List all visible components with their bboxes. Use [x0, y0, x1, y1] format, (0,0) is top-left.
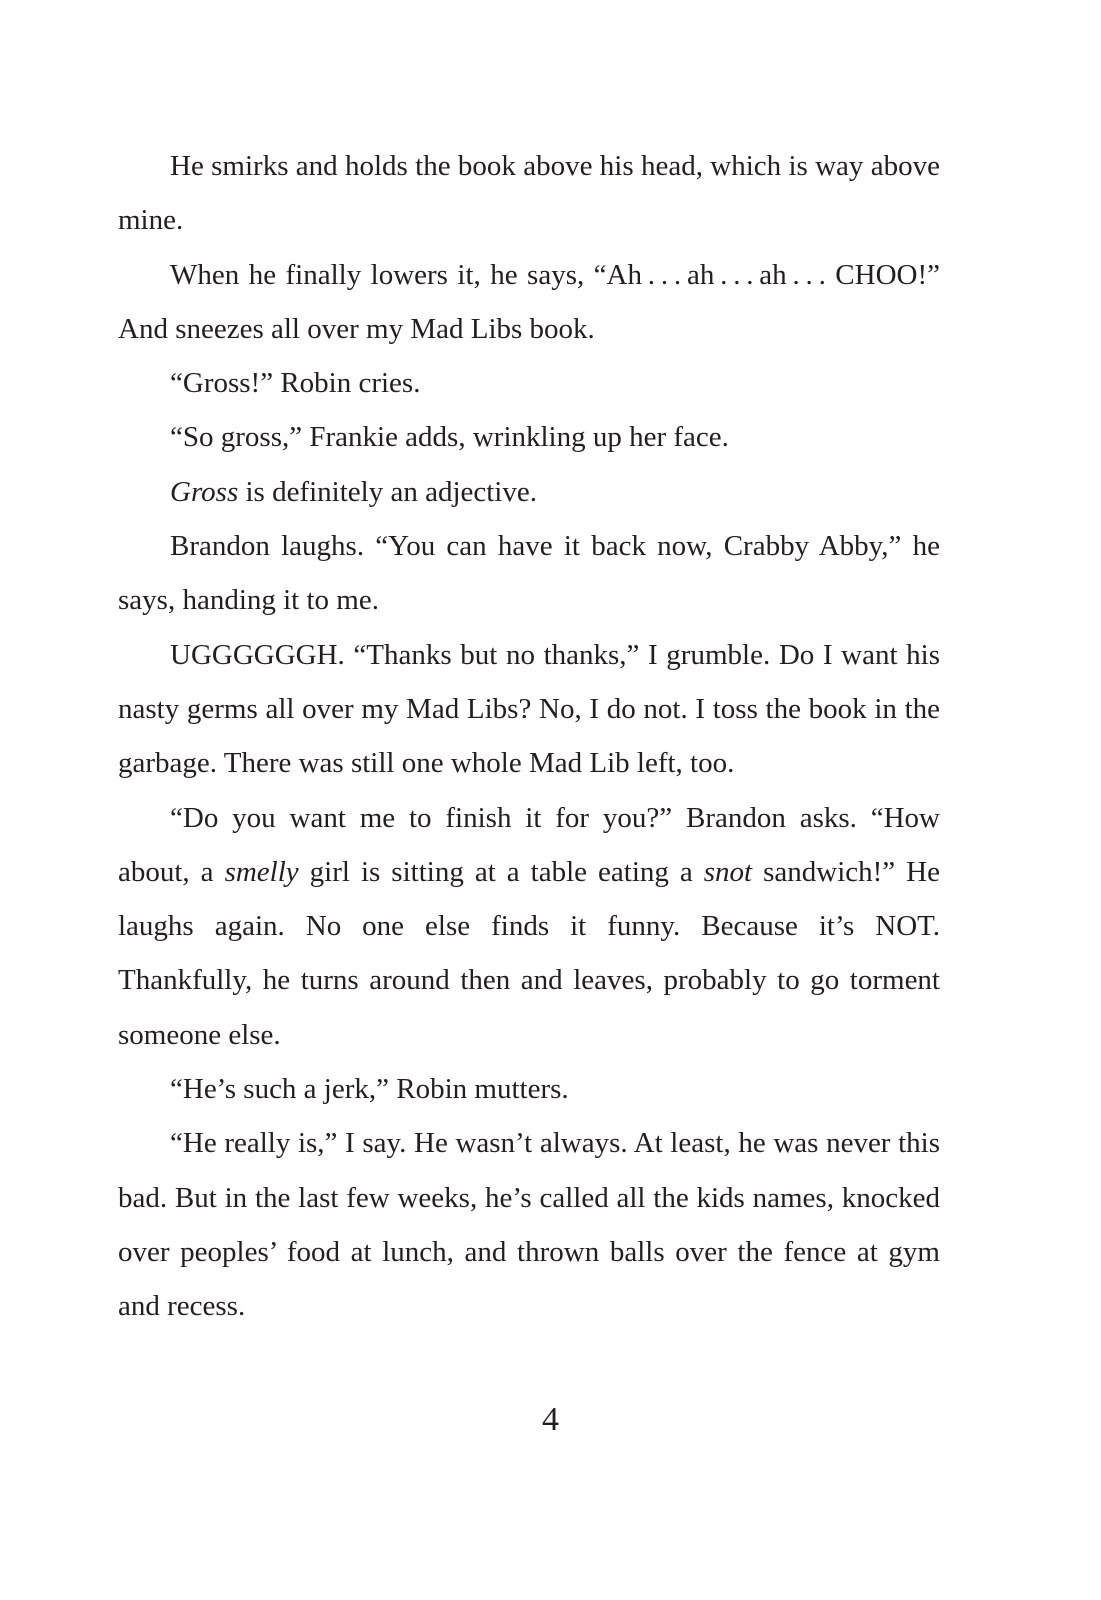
- italic-text: snot: [703, 855, 753, 888]
- paragraph: [118, 791, 940, 1062]
- body-text: [118, 139, 940, 1334]
- text-run: “Gross!” Robin cries.: [170, 367, 421, 400]
- text-run: When he finally lowers it, he says, “Ah . . . ah . . . ah . . . CHOO!” And sneezes all over my Mad Libs book.: [118, 258, 940, 345]
- italic-text: Gross: [170, 475, 239, 508]
- text-run: girl is sitting at a table eating a: [298, 855, 704, 888]
- text-run: Brandon laughs. “You can have it back now, Crabby Abby,” he says, handing it to me.: [118, 530, 940, 617]
- text-run: “So gross,” Frankie adds, wrinkling up her face.: [170, 421, 729, 454]
- paragraph: [118, 1062, 940, 1116]
- italic-text: smelly: [224, 855, 299, 888]
- paragraph: [118, 356, 940, 410]
- text-run: “He really is,” I say. He wasn’t always. At least, he was never this bad. But in the last few weeks, he’s called all the kids names, knocked over peoples’ food at lunch, and thrown balls over the fence at gym and recess.: [118, 1127, 940, 1323]
- paragraph: [118, 410, 940, 464]
- text-run: “Do you want me to finish it for you?” Brandon asks. “How about, a: [118, 801, 940, 888]
- text-run: sandwich!” He laughs again. No one else finds it funny. Because it’s NOT. Thankfully, he turns around then and leaves, probably to go torment someone else.: [118, 855, 940, 1051]
- text-run: UGGGGGGH. “Thanks but no thanks,” I grumble. Do I want his nasty germs all over my Mad Libs? No, I do not. I toss the book in the garbage. There was still one whole Mad Lib left, too.: [118, 638, 940, 780]
- paragraph: [118, 1116, 940, 1333]
- page-number: 4: [542, 1401, 559, 1438]
- paragraph: [118, 248, 940, 357]
- text-run: He smirks and holds the book above his head, which is way above mine.: [118, 150, 940, 237]
- paragraph: [118, 465, 940, 519]
- paragraph: [118, 519, 940, 628]
- paragraph: [118, 139, 940, 248]
- paragraph: [118, 628, 940, 791]
- text-run: is definitely an adjective.: [238, 475, 537, 508]
- text-run: “He’s such a jerk,” Robin mutters.: [170, 1073, 569, 1106]
